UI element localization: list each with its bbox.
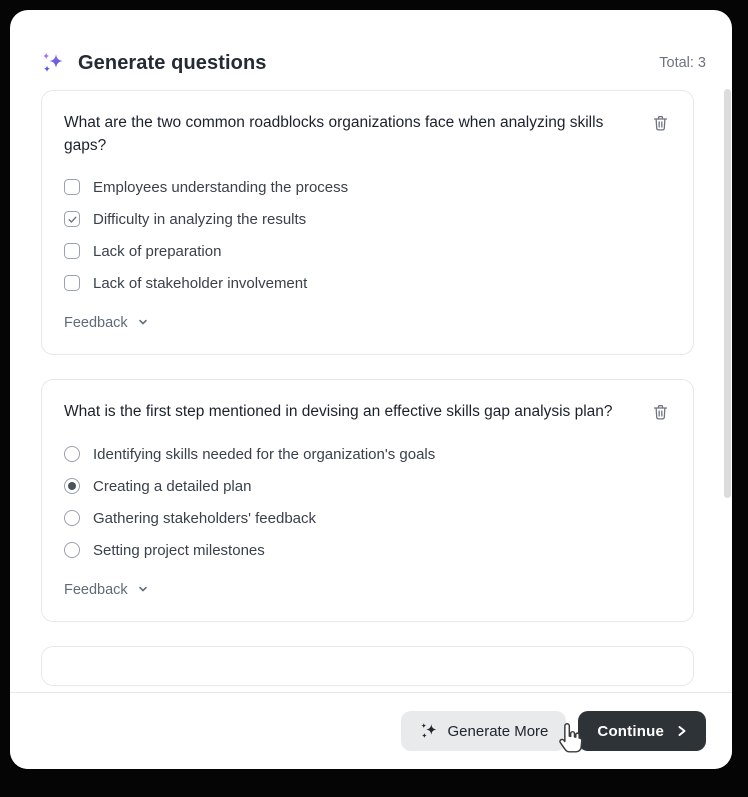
continue-label: Continue <box>597 722 664 740</box>
modal-header <box>10 10 732 90</box>
option-label: Employees understanding the process <box>93 178 349 196</box>
questions-list <box>10 90 732 622</box>
checkbox-icon[interactable] <box>64 243 80 259</box>
feedback-toggle[interactable] <box>64 582 149 598</box>
radio-icon[interactable] <box>64 446 80 462</box>
trash-icon <box>651 113 670 136</box>
option-label: Creating a detailed plan <box>93 477 252 495</box>
generate-questions-modal <box>10 10 732 769</box>
delete-question-button[interactable] <box>649 113 671 135</box>
radio-selected-icon[interactable] <box>64 478 80 494</box>
option-label: Lack of stakeholder involvement <box>93 274 308 292</box>
question-card <box>41 379 694 622</box>
option-row[interactable] <box>64 438 671 470</box>
option-row[interactable] <box>64 203 671 235</box>
delete-question-button[interactable] <box>649 402 671 424</box>
page-title: Generate questions <box>78 51 267 74</box>
option-row[interactable] <box>64 470 671 502</box>
option-label: Gathering stakeholders' feedback <box>93 509 317 527</box>
chevron-down-icon <box>137 583 149 598</box>
generate-more-label: Generate More <box>447 722 549 740</box>
option-label: Lack of preparation <box>93 242 222 260</box>
question-card-partial <box>41 646 694 686</box>
feedback-toggle[interactable] <box>64 315 149 331</box>
question-text: What is the first step mentioned in devising an effective skills gap analysis plan? <box>64 403 613 420</box>
option-label: Difficulty in analyzing the results <box>93 210 307 228</box>
option-row[interactable] <box>64 502 671 534</box>
total-count: Total: 3 <box>659 55 706 71</box>
feedback-label: Feedback <box>64 582 128 598</box>
feedback-label: Feedback <box>64 315 128 331</box>
checkbox-icon[interactable] <box>64 275 80 291</box>
modal-footer <box>10 692 732 769</box>
sparkles-dark-icon <box>419 721 439 741</box>
sparkles-icon <box>40 50 66 76</box>
option-row[interactable] <box>64 171 671 203</box>
option-row[interactable] <box>64 267 671 299</box>
continue-button[interactable] <box>578 711 706 751</box>
checkbox-icon[interactable] <box>64 179 80 195</box>
radio-icon[interactable] <box>64 510 80 526</box>
option-row[interactable] <box>64 235 671 267</box>
question-text: What are the two common roadblocks organizations face when analyzing skills gaps? <box>64 114 604 154</box>
question-card <box>41 90 694 355</box>
option-row[interactable] <box>64 534 671 566</box>
option-label: Setting project milestones <box>93 541 265 559</box>
radio-icon[interactable] <box>64 542 80 558</box>
checkbox-checked-icon[interactable] <box>64 211 80 227</box>
questions-scroll-area[interactable] <box>10 90 732 692</box>
trash-icon <box>651 402 670 425</box>
scrollbar-thumb[interactable] <box>724 89 731 498</box>
generate-more-button[interactable] <box>401 711 567 751</box>
option-label: Identifying skills needed for the organization's goals <box>93 445 436 463</box>
chevron-down-icon <box>137 316 149 331</box>
chevron-right-icon <box>677 725 687 737</box>
